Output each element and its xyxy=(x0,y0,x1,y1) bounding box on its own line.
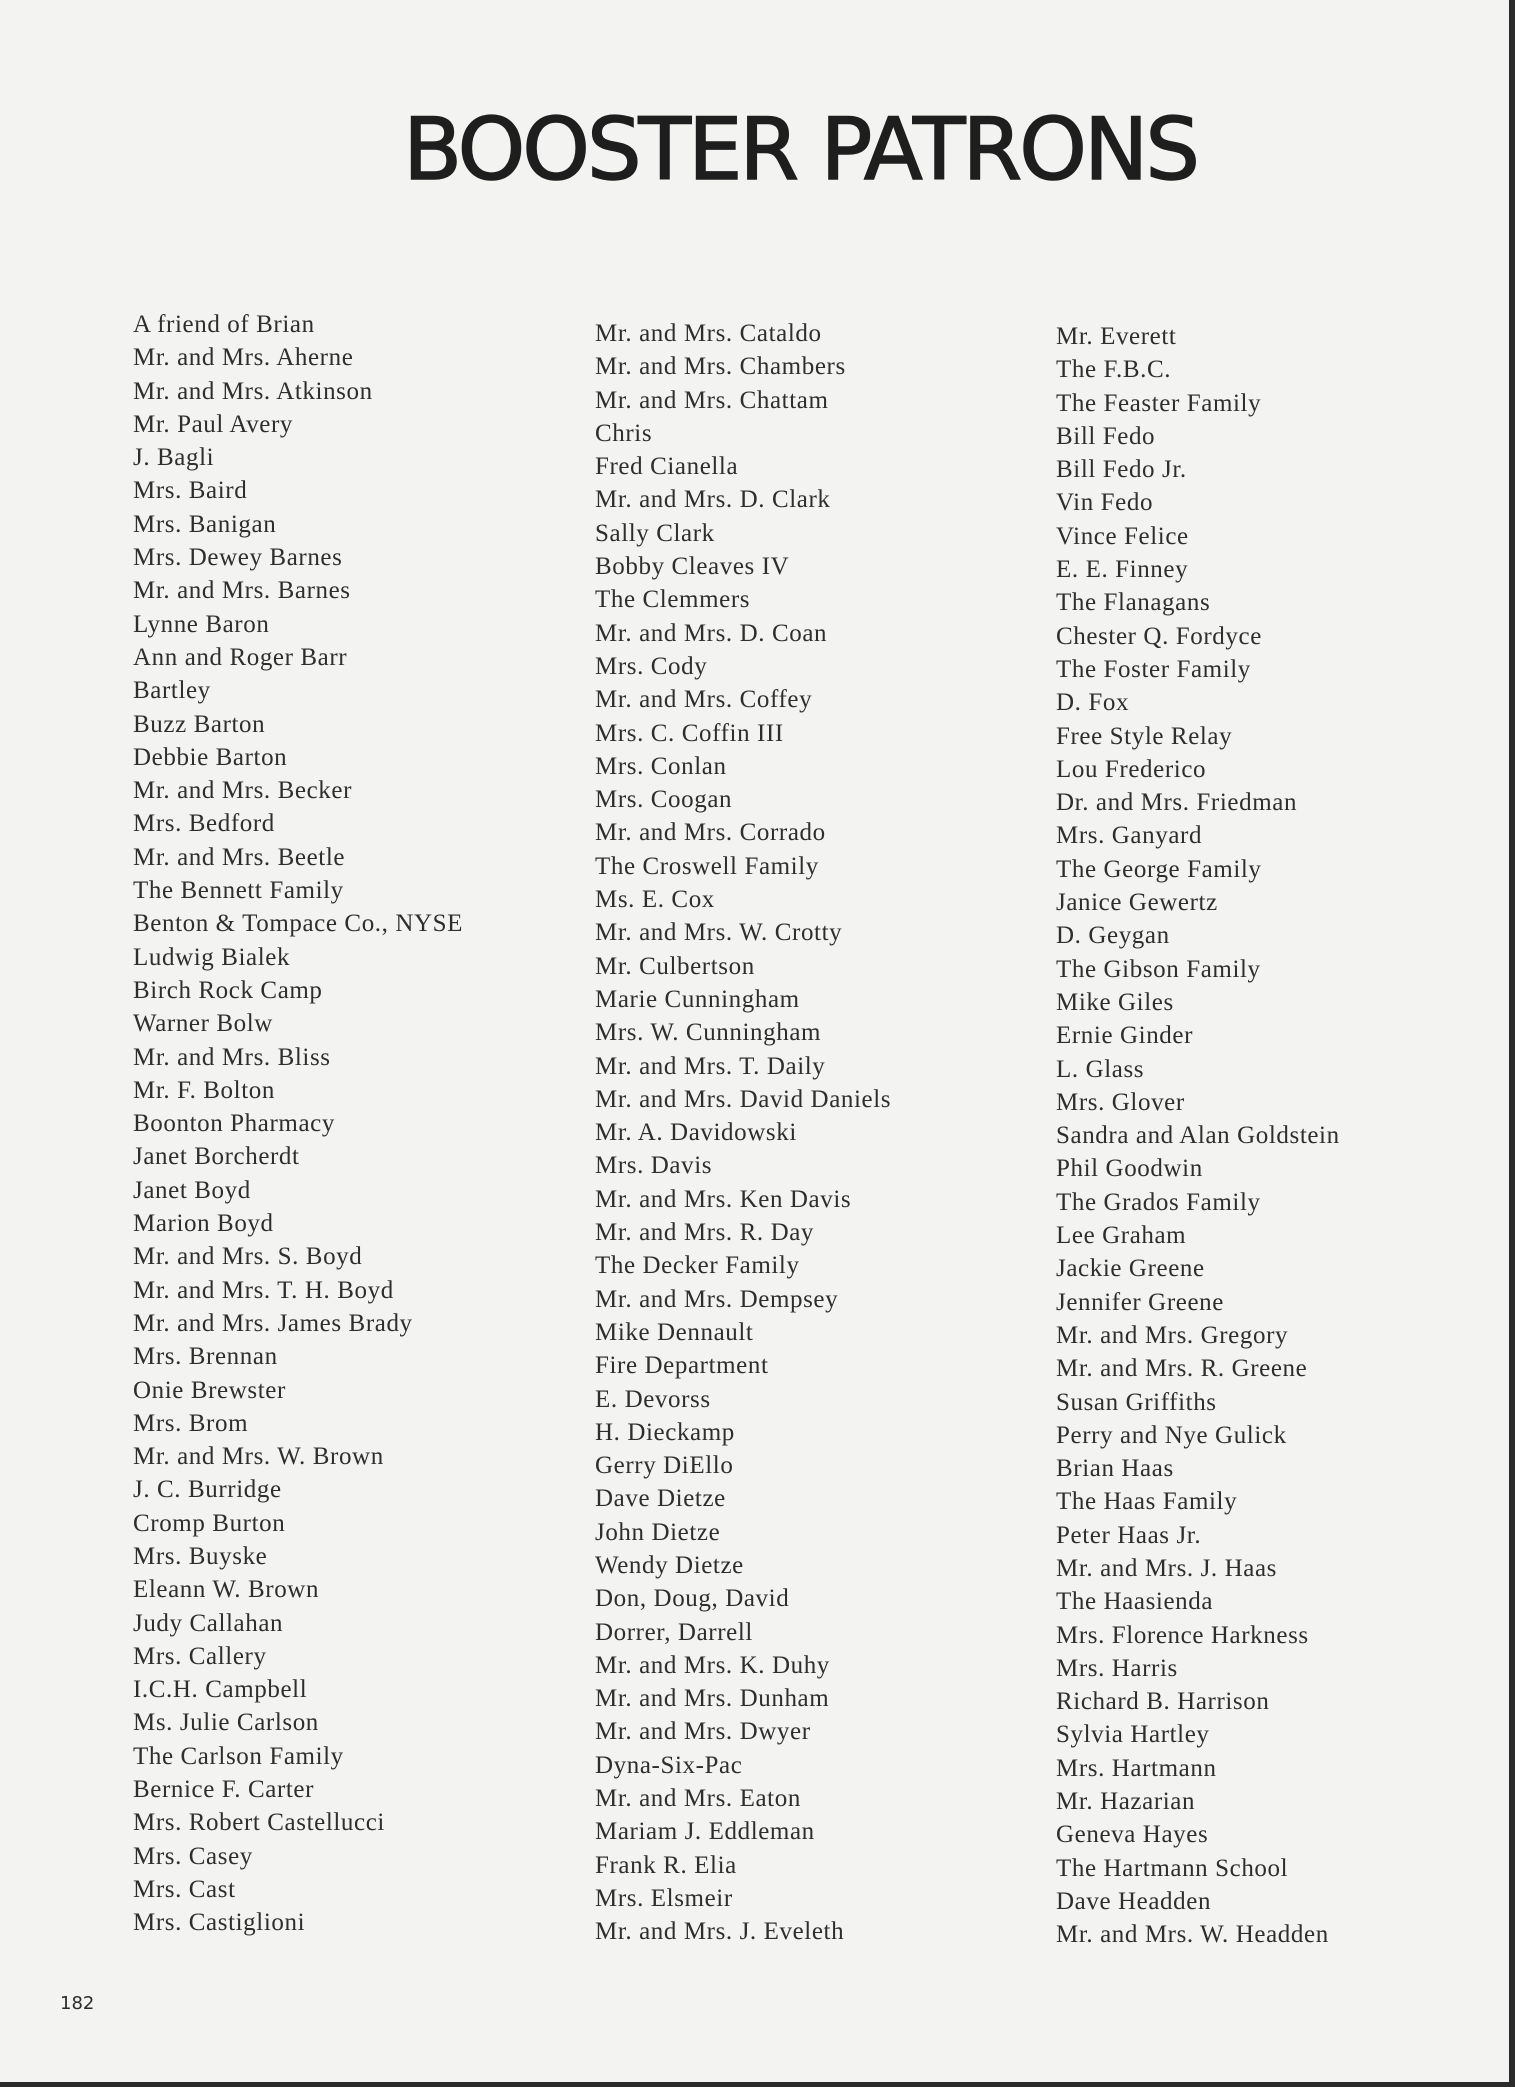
patron-name: Dorrer, Darrell xyxy=(595,1618,753,1646)
patron-name: Mr. and Mrs. Dempsey xyxy=(595,1285,839,1313)
patron-name: I.C.H. Campbell xyxy=(133,1676,308,1704)
patron-name: Mrs. Buyske xyxy=(133,1542,268,1570)
patron-name: Mrs. Callery xyxy=(133,1642,267,1670)
patron-name: Mr. and Mrs. J. Eveleth xyxy=(595,1918,845,1946)
patron-column-3 xyxy=(1056,320,1340,1952)
patron-name: Mr. and Mrs. James Brady xyxy=(133,1309,413,1337)
patron-name: Mrs. Brennan xyxy=(133,1343,278,1371)
patron-name: The Grados Family xyxy=(1056,1188,1261,1216)
patron-name: The Haasienda xyxy=(1056,1588,1214,1616)
page-edge-bottom xyxy=(0,2082,1515,2087)
patron-name: Chris xyxy=(595,419,653,447)
patron-name: Jennifer Greene xyxy=(1056,1288,1224,1316)
patron-name: Mrs. Hartmann xyxy=(1056,1754,1217,1782)
patron-name: Don, Doug, David xyxy=(595,1585,790,1613)
page-edge-right xyxy=(1509,0,1515,2087)
patron-name: Mr. Paul Avery xyxy=(133,410,294,438)
patron-name: Mr. and Mrs. J. Haas xyxy=(1056,1554,1278,1582)
patron-name: Geneva Hayes xyxy=(1056,1821,1209,1849)
patron-name: Benton & Tompace Co., NYSE xyxy=(133,910,464,938)
patron-name: L. Glass xyxy=(1056,1055,1145,1083)
patron-name: Mr. and Mrs. Aherne xyxy=(133,344,354,372)
patron-name: Mr. and Mrs. Eaton xyxy=(595,1785,801,1813)
patron-name: Lee Graham xyxy=(1056,1222,1187,1250)
patron-name: Bill Fedo xyxy=(1056,422,1156,450)
patron-name: The Feaster Family xyxy=(1056,389,1262,417)
patron-name: Mr. and Mrs. Dwyer xyxy=(595,1718,811,1746)
patron-name: Mrs. Bedford xyxy=(133,810,275,838)
patron-name: Lynne Baron xyxy=(133,610,270,638)
patron-name: The George Family xyxy=(1056,855,1262,883)
patron-name: D. Fox xyxy=(1056,689,1130,717)
patron-name: Mrs. Florence Harkness xyxy=(1056,1621,1309,1649)
patron-name: Ms. E. Cox xyxy=(595,886,715,914)
patron-name: The F.B.C. xyxy=(1056,356,1172,384)
patron-name: John Dietze xyxy=(595,1518,721,1546)
patron-name: Ernie Ginder xyxy=(1056,1022,1194,1050)
patron-name: Mr. and Mrs. Bliss xyxy=(133,1043,331,1071)
patron-name: Mr. and Mrs. David Daniels xyxy=(595,1085,892,1113)
patron-name: Dyna-Six-Pac xyxy=(595,1751,743,1779)
patron-name: Mr. and Mrs. Atkinson xyxy=(133,377,373,405)
patron-name: The Gibson Family xyxy=(1056,955,1261,983)
patron-name: Mr. and Mrs. Becker xyxy=(133,777,352,805)
patron-name: Mrs. Brom xyxy=(133,1409,249,1437)
patron-name: A friend of Brian xyxy=(133,311,315,338)
patron-name: Dave Dietze xyxy=(595,1485,726,1513)
patron-name: Mrs. W. Cunningham xyxy=(595,1019,822,1047)
patron-name: Mr. F. Bolton xyxy=(133,1076,275,1104)
patron-name: Sandra and Alan Goldstein xyxy=(1056,1122,1340,1150)
patron-name: Mike Dennault xyxy=(595,1318,754,1346)
patron-name: Judy Callahan xyxy=(133,1609,284,1637)
patron-name: Jackie Greene xyxy=(1056,1255,1205,1283)
patron-name: Bobby Cleaves IV xyxy=(595,553,790,581)
patron-column-2 xyxy=(595,317,891,1949)
patron-name: J. Bagli xyxy=(133,444,215,472)
patron-name: Eleann W. Brown xyxy=(133,1576,320,1604)
patron-name: Mr. and Mrs. Dunham xyxy=(595,1685,830,1713)
patron-name: Mr. and Mrs. R. Greene xyxy=(1056,1355,1308,1383)
patron-name: Mrs. Ganyard xyxy=(1056,822,1203,850)
patron-name: Mr. and Mrs. W. Headden xyxy=(1056,1921,1329,1949)
patron-name: Mr. Everett xyxy=(1056,323,1177,350)
patron-name: E. Devorss xyxy=(595,1385,711,1413)
patron-name: The Foster Family xyxy=(1056,655,1251,683)
patron-name: Mrs. C. Coffin III xyxy=(595,719,784,747)
patron-name: Ms. Julie Carlson xyxy=(133,1709,319,1737)
patron-name: Mrs. Elsmeir xyxy=(595,1884,733,1912)
patron-name: Mr. and Mrs. Chambers xyxy=(595,353,846,381)
patron-name: Fred Cianella xyxy=(595,453,739,481)
patron-name: Mrs. Cody xyxy=(595,652,708,680)
patron-name: Dave Headden xyxy=(1056,1887,1212,1915)
patron-name: Phil Goodwin xyxy=(1056,1155,1203,1183)
patron-name: Janice Gewertz xyxy=(1056,889,1218,917)
patron-name: Free Style Relay xyxy=(1056,722,1233,750)
patron-name: Mr. and Mrs. R. Day xyxy=(595,1219,815,1247)
patron-name: The Clemmers xyxy=(595,586,751,614)
patron-name: Wendy Dietze xyxy=(595,1551,744,1579)
patron-name: D. Geygan xyxy=(1056,922,1170,950)
patron-name: Marion Boyd xyxy=(133,1210,274,1238)
patron-name: Mr. Hazarian xyxy=(1056,1788,1196,1816)
patron-name: Janet Boyd xyxy=(133,1176,251,1204)
patron-name: Mrs. Conlan xyxy=(595,752,727,780)
patron-name: Mr. and Mrs. Coffey xyxy=(595,686,813,714)
patron-name: Mr. and Mrs. Corrado xyxy=(595,819,826,847)
patron-name: Peter Haas Jr. xyxy=(1056,1521,1202,1549)
patron-name: The Decker Family xyxy=(595,1252,800,1280)
patron-column-1 xyxy=(133,308,463,1940)
patron-name: Mr. and Mrs. D. Coan xyxy=(595,619,828,647)
patron-name: Sylvia Hartley xyxy=(1056,1721,1210,1749)
patron-name: Mrs. Banigan xyxy=(133,510,277,538)
patron-name: Mrs. Coogan xyxy=(595,786,733,814)
patron-name: Mr. and Mrs. Gregory xyxy=(1056,1321,1289,1349)
patron-name: Mr. and Mrs. Beetle xyxy=(133,843,346,871)
patron-name: Mr. and Mrs. K. Duhy xyxy=(595,1651,830,1679)
patron-name: Bill Fedo Jr. xyxy=(1056,456,1187,484)
page-title: BOOSTER PATRONS xyxy=(403,100,1197,200)
patron-name: Susan Griffiths xyxy=(1056,1388,1217,1416)
patron-name: Mrs. Davis xyxy=(595,1152,713,1180)
patron-name: The Hartmann School xyxy=(1056,1854,1289,1882)
patron-name: Mike Giles xyxy=(1056,988,1174,1016)
patron-name: Mrs. Castiglioni xyxy=(133,1909,306,1937)
patron-name: Vin Fedo xyxy=(1056,489,1154,517)
patron-name: Mrs. Harris xyxy=(1056,1654,1178,1682)
patron-name: Mr. and Mrs. W. Crotty xyxy=(595,919,843,947)
patron-name: Mrs. Robert Castellucci xyxy=(133,1809,385,1837)
patron-name: Richard B. Harrison xyxy=(1056,1688,1270,1716)
patron-name: Fire Department xyxy=(595,1352,769,1380)
patron-name: Sally Clark xyxy=(595,519,715,547)
patron-name: Onie Brewster xyxy=(133,1376,286,1404)
patron-name: Birch Rock Camp xyxy=(133,976,323,1004)
patron-name: Frank R. Elia xyxy=(595,1851,737,1879)
patron-name: Bartley xyxy=(133,677,211,705)
patron-name: Boonton Pharmacy xyxy=(133,1110,335,1138)
patron-name: Cromp Burton xyxy=(133,1509,286,1537)
patron-name: Mr. and Mrs. T. Daily xyxy=(595,1052,826,1080)
patron-name: Brian Haas xyxy=(1056,1455,1174,1483)
patron-name: Mr. and Mrs. D. Clark xyxy=(595,486,831,514)
patron-name: Mr. and Mrs. Ken Davis xyxy=(595,1185,852,1213)
patron-name: E. E. Finney xyxy=(1056,556,1189,584)
patron-name: Janet Borcherdt xyxy=(133,1143,300,1171)
patron-name: Chester Q. Fordyce xyxy=(1056,622,1262,650)
patron-name: Buzz Barton xyxy=(133,710,266,738)
patron-name: Debbie Barton xyxy=(133,743,288,771)
patron-name: Bernice F. Carter xyxy=(133,1776,315,1804)
patron-name: The Haas Family xyxy=(1056,1488,1238,1516)
patron-name: Mr. and Mrs. Barnes xyxy=(133,577,351,605)
patron-name: Ludwig Bialek xyxy=(133,943,291,971)
patron-name: Warner Bolw xyxy=(133,1010,273,1038)
patron-name: Marie Cunningham xyxy=(595,985,800,1013)
patron-name: Lou Frederico xyxy=(1056,755,1207,783)
patron-name: Mrs. Baird xyxy=(133,477,248,505)
patron-name: Mariam J. Eddleman xyxy=(595,1818,815,1846)
page-number: 182 xyxy=(60,1993,95,2014)
patron-name: Mrs. Dewey Barnes xyxy=(133,544,343,572)
patron-name: Gerry DiEllo xyxy=(595,1452,734,1480)
patron-name: The Carlson Family xyxy=(133,1742,344,1770)
patron-name: J. C. Burridge xyxy=(133,1476,282,1504)
patron-name: Mr. and Mrs. Cataldo xyxy=(595,320,822,347)
patron-name: The Croswell Family xyxy=(595,852,819,880)
patron-name: Mr. Culbertson xyxy=(595,952,755,980)
patron-name: Ann and Roger Barr xyxy=(133,643,348,671)
patron-name: The Flanagans xyxy=(1056,589,1211,617)
patron-name: Mr. and Mrs. T. H. Boyd xyxy=(133,1276,394,1304)
patron-name: The Bennett Family xyxy=(133,877,344,905)
patron-name: Dr. and Mrs. Friedman xyxy=(1056,789,1298,817)
patron-name: H. Dieckamp xyxy=(595,1418,735,1446)
patron-name: Mr. and Mrs. W. Brown xyxy=(133,1443,384,1471)
patron-name: Mr. and Mrs. S. Boyd xyxy=(133,1243,363,1271)
patron-name: Mr. A. Davidowski xyxy=(595,1119,797,1147)
patron-name: Mrs. Casey xyxy=(133,1842,253,1870)
patron-name: Perry and Nye Gulick xyxy=(1056,1421,1287,1449)
patron-name: Vince Felice xyxy=(1056,522,1189,550)
patron-name: Mrs. Glover xyxy=(1056,1088,1185,1116)
patron-name: Mr. and Mrs. Chattam xyxy=(595,386,829,414)
patron-name: Mrs. Cast xyxy=(133,1875,236,1903)
